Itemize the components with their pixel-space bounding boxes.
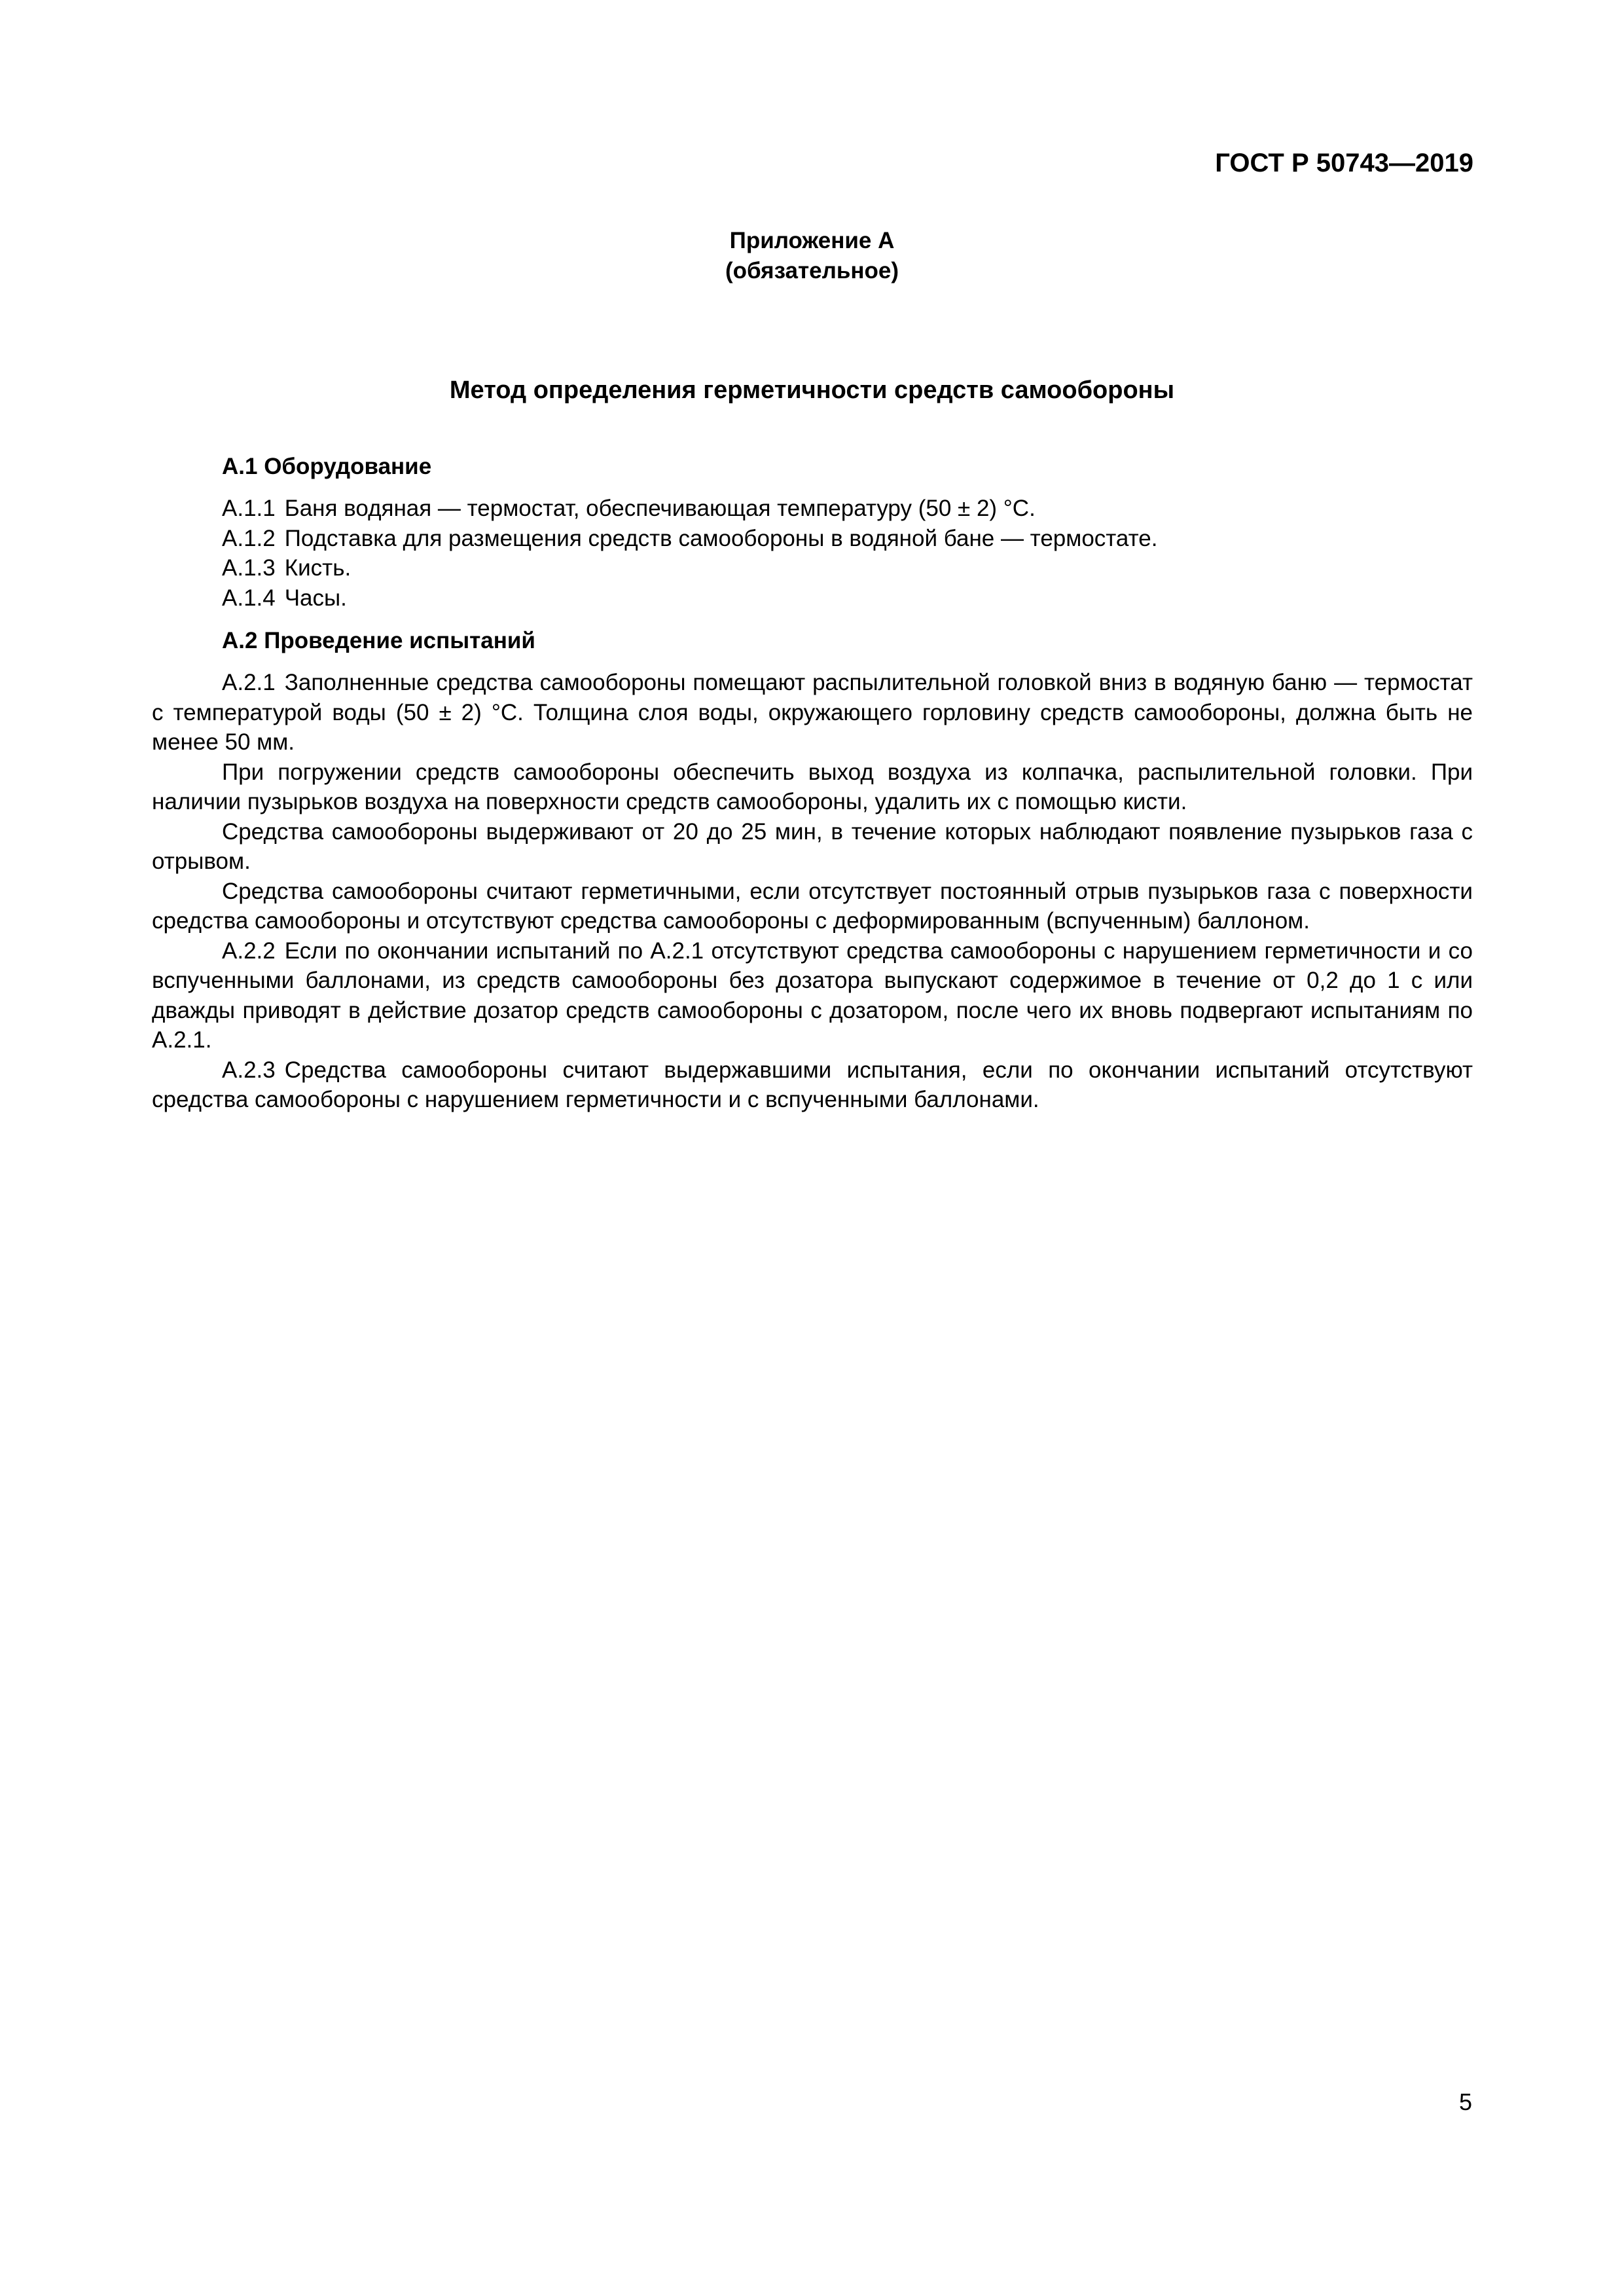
page-number: 5: [1458, 2088, 1472, 2115]
equipment-list: [152, 494, 1473, 613]
item-text: Баня водяная — термостат, обеспечивающая температуру (50 ± 2) °С.: [284, 496, 1036, 521]
paragraph: [152, 817, 1473, 877]
item-number: А.1.3: [222, 555, 276, 581]
standard-code: ГОСТ Р 50743—2019: [1215, 149, 1473, 177]
list-item: [152, 494, 1473, 524]
list-item: [152, 553, 1473, 583]
paragraph-text: Средства самообороны выдерживают от 20 до 25 мин, в течение которых наблюдают появление пузырьков газа с отрывом.: [152, 818, 1473, 874]
paragraph: [152, 668, 1473, 757]
paragraph: [152, 936, 1473, 1055]
item-number: А.1.2: [222, 525, 276, 551]
list-item: [152, 524, 1473, 554]
section-heading-testing: А.2 Проведение испытаний: [222, 628, 535, 653]
item-number: А.1.1: [222, 496, 276, 521]
paragraph: [152, 1055, 1473, 1115]
list-item: [152, 583, 1473, 613]
paragraph-number: А.2.2: [222, 938, 276, 964]
item-number: А.1.4: [222, 585, 276, 611]
annex-heading: [0, 226, 1624, 286]
paragraph-text: Заполненные средства самообороны помещают распылительной головкой вниз в водяную баню — термостат с температурой воды (50 ± 2) °С. Толщина слоя воды, окружающего горловину средств самообороны, должна быть не менее 50 мм.: [152, 670, 1473, 755]
item-text: Часы.: [284, 585, 347, 611]
paragraph-number: А.2.3: [222, 1057, 276, 1083]
item-text: Подставка для размещения средств самообороны в водяной бане — термостате.: [284, 525, 1158, 551]
paragraph-text: Если по окончании испытаний по А.2.1 отсутствуют средства самообороны с нарушением герметичности и со вспученными баллонами, из средств самообороны без дозатора выпускают содержимое в течение от 0,2 до 1 с или дважды приводят в действие дозатор средств самообороны с дозатором, после чего их вновь подвергают испытаниям по А.2.1.: [152, 938, 1473, 1053]
document-body: [152, 452, 1473, 1115]
annex-status: (обязательное): [725, 258, 899, 283]
document-title: Метод определения герметичности средств самообороны: [449, 376, 1175, 404]
paragraph-text: При погружении средств самообороны обеспечить выход воздуха из колпачка, распылительной головки. При наличии пузырьков воздуха на поверхности средств самообороны, удалить их с помощью кисти.: [152, 759, 1473, 814]
annex-title: Приложение А: [729, 228, 895, 253]
paragraph-number: А.2.1: [222, 670, 276, 695]
paragraph: [152, 757, 1473, 817]
paragraph: [152, 877, 1473, 936]
section-heading-equipment: А.1 Оборудование: [222, 454, 432, 479]
item-text: Кисть.: [284, 555, 352, 581]
paragraph-text: Средства самообороны считают выдержавшими испытания, если по окончании испытаний отсутствуют средства самообороны с нарушением герметичности и с вспученными баллонами.: [152, 1057, 1473, 1112]
paragraph-text: Средства самообороны считают герметичными, если отсутствует постоянный отрыв пузырьков газа с поверхности средства самообороны и отсутствуют средства самообороны с деформированным (вспученным) баллоном.: [152, 878, 1473, 934]
